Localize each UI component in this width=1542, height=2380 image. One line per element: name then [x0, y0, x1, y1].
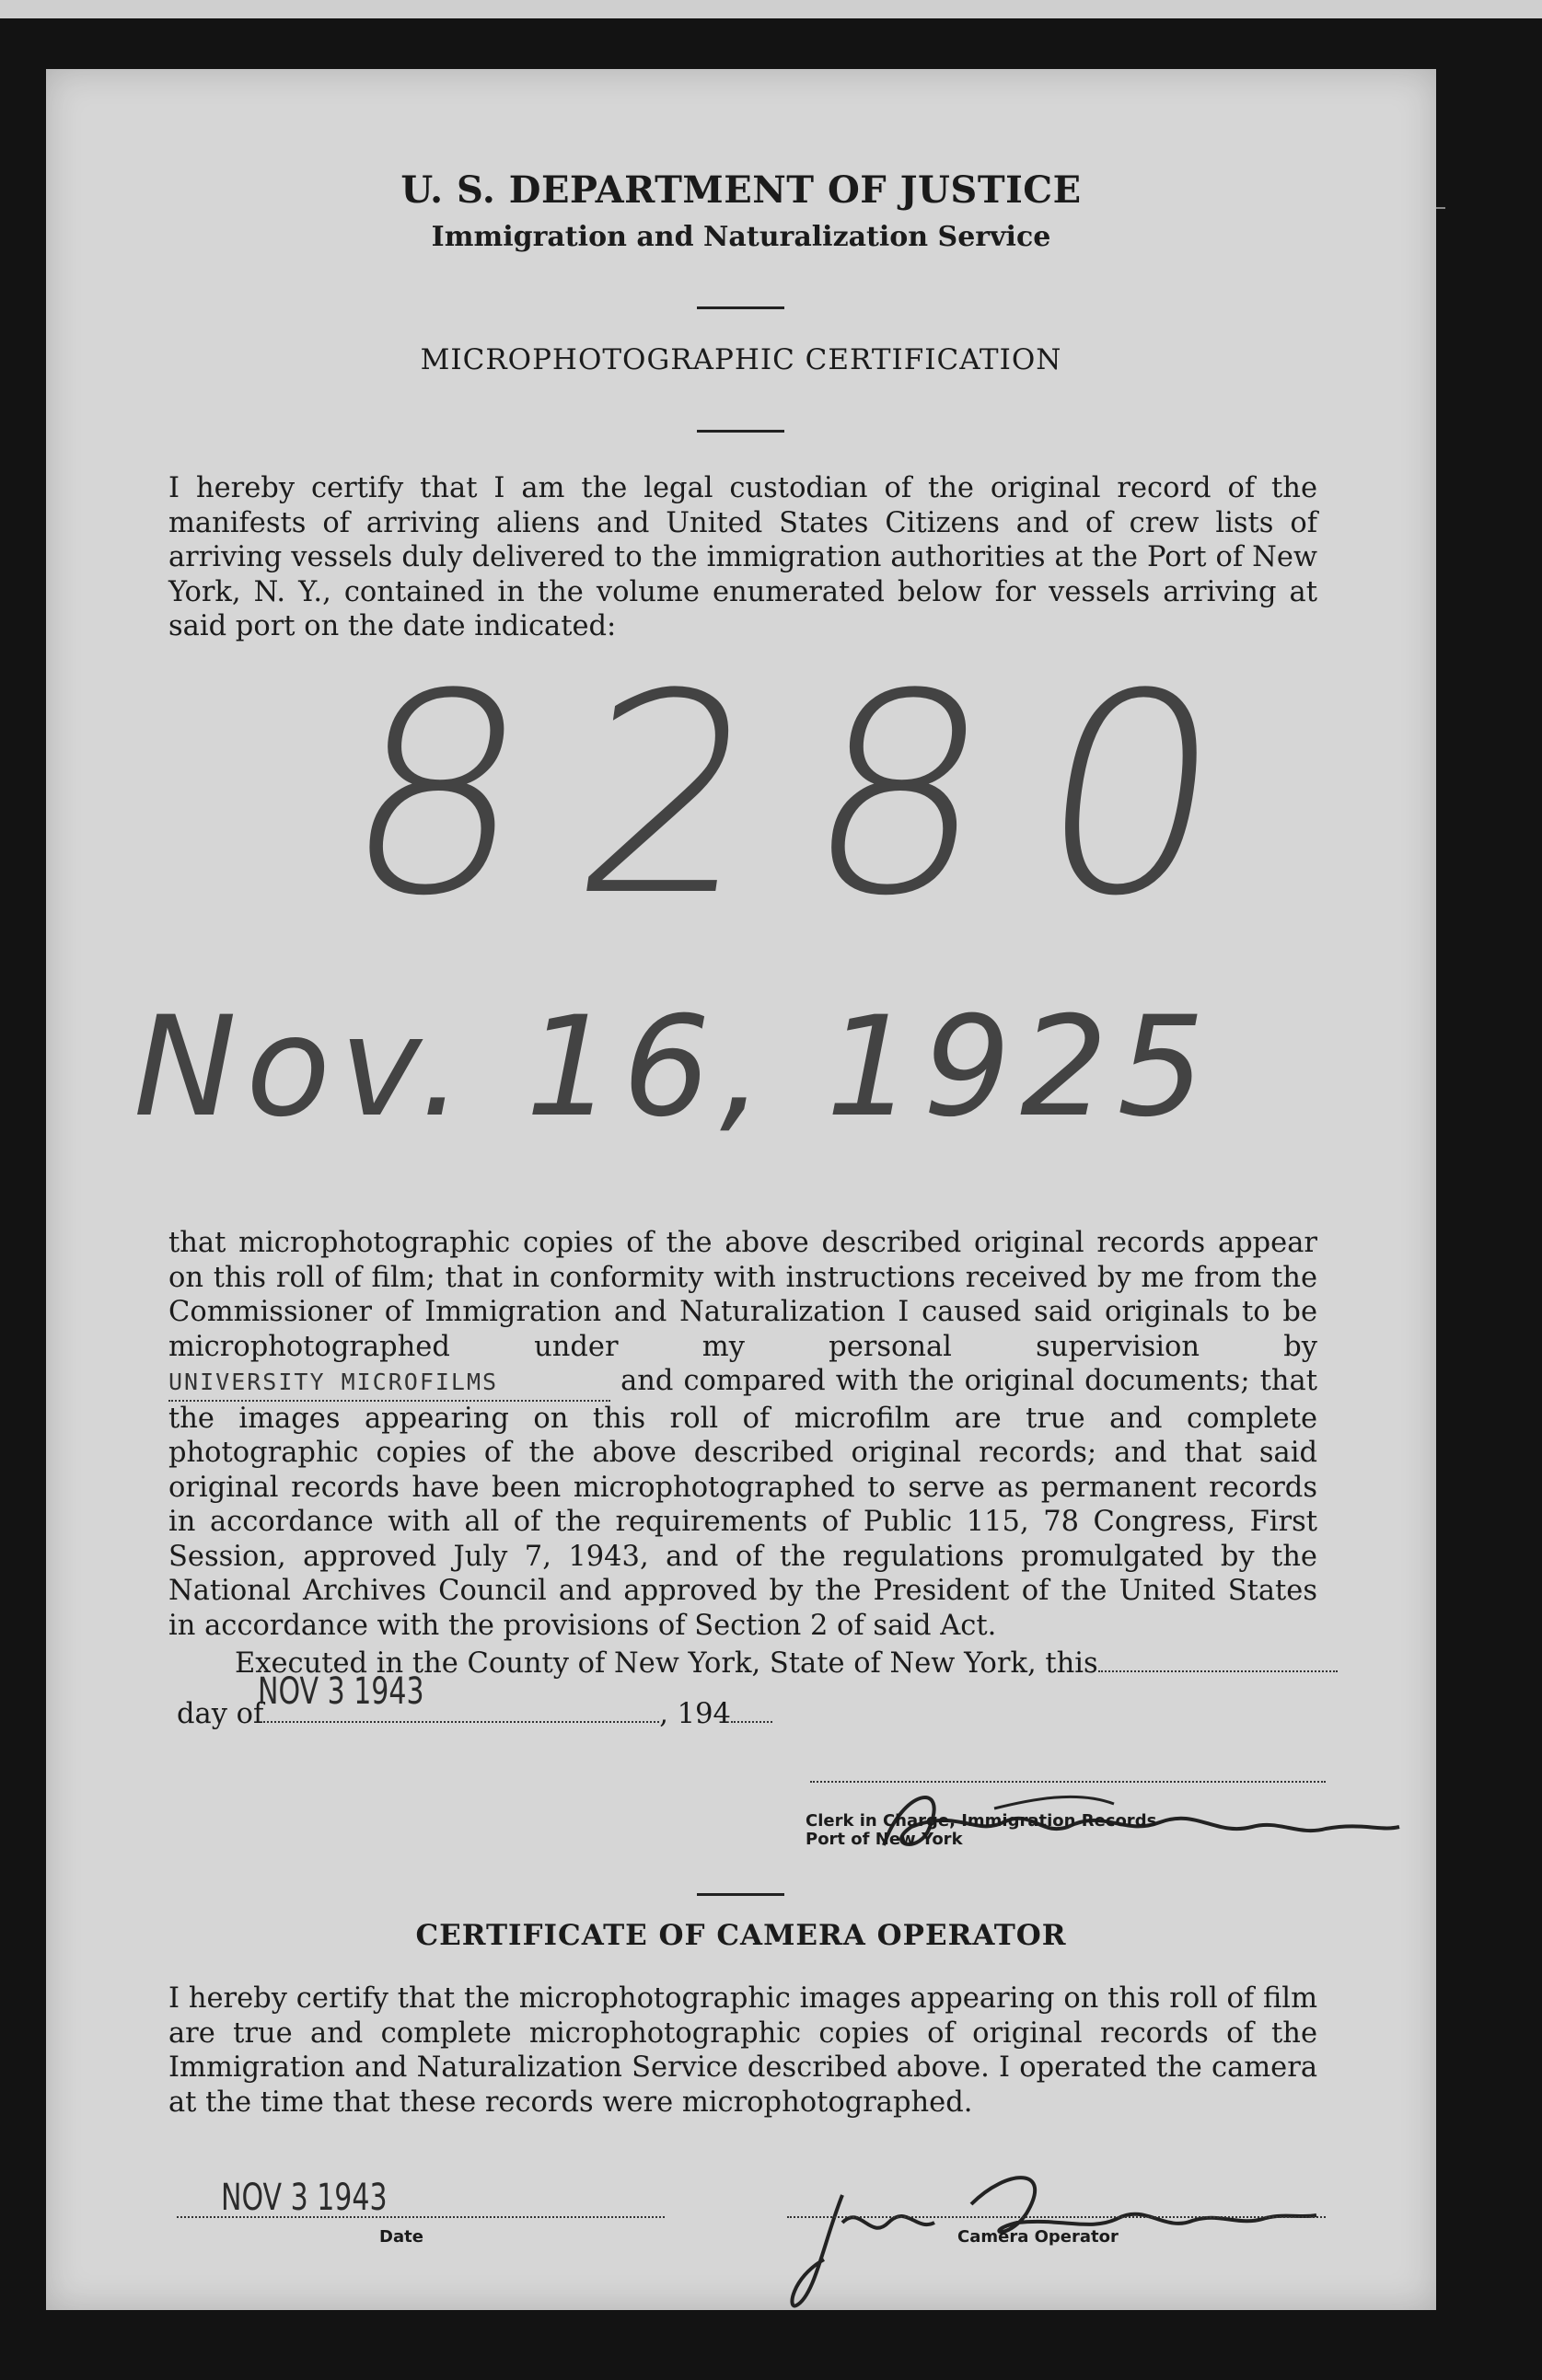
body-start: that microphotographic copies of the above described original records appear on this roll of film; that in conformity with instructions received by me from the Commissioner of Immigration and Naturalization I caused said originals to be microphotographed under my personal supervision by	[168, 1227, 1317, 1363]
body-end: and compared with the original documents; that the images appearing on this roll of microfilm are true and complete photographic copies of the above described original records; and that said original records have been microphotographed to serve as permanent records in accordance with all of the requirements of Public 115, 78 Congress, First Session, approved July 7, 1943, and of the regulations promulgated by the National Archives Council and approved by the President of the United States in accordance with the provisions of Section 2 of said Act.	[168, 1365, 1317, 1642]
executed-text: Executed in the County of New York, State of New York, this	[235, 1647, 1098, 1680]
day-of-stamp: NOV 3 1943	[258, 1670, 424, 1713]
day-of-label: day of	[177, 1698, 264, 1730]
operator-certificate-title: CERTIFICATE OF CAMERA OPERATOR	[415, 1919, 1067, 1952]
operator-certificate-text: I hereby certify that the microphotographic images appearing on this roll of film are true and complete microphotographic copies of original records of the Immigration and Naturalization Service described above. I operated the camera at the time that these records were microphotographed.	[168, 1982, 1317, 2119]
date-label: Date	[379, 2227, 423, 2247]
scan-edge	[0, 0, 1542, 18]
day-of-blank	[263, 1721, 659, 1723]
divider	[697, 430, 784, 433]
service-subheading: Immigration and Naturalization Service	[431, 221, 1051, 253]
operator-signature-line	[787, 2216, 1326, 2218]
date-line	[177, 2216, 665, 2218]
divider	[697, 306, 784, 309]
clerk-signature-line	[810, 1781, 1326, 1783]
divider	[697, 1893, 784, 1896]
supervisor-name: UNIVERSITY MICROFILMS	[168, 1369, 499, 1395]
certification-intro: I hereby certify that I am the legal custodian of the original record of the manifests of arriving aliens and United States Citizens and of crew lists of arriving vessels duly delivered to the immigration authorities at the Port of New York, N. Y., contained in the volume enumerated below for vessels arriving at said port on the date indicated:	[168, 472, 1317, 642]
department-heading: U. S. DEPARTMENT OF JUSTICE	[400, 168, 1082, 212]
handwritten-volume-number: 8280	[327, 635, 1297, 956]
operator-date-stamp: NOV 3 1943	[221, 2177, 388, 2219]
certification-title: MICROPHOTOGRAPHIC CERTIFICATION	[420, 343, 1062, 376]
handwritten-arrival-date: Nov. 16, 1925	[133, 988, 1214, 1148]
year-suffix: , 194	[659, 1698, 731, 1730]
executed-blank	[1098, 1670, 1338, 1672]
operator-label: Camera Operator	[957, 2227, 1119, 2247]
supervisor-field	[168, 1364, 610, 1402]
certification-body	[168, 1226, 1317, 1643]
certification-page	[46, 69, 1436, 2310]
clerk-title: Clerk in Charge, Immigration Records	[806, 1811, 1157, 1831]
year-blank	[731, 1721, 772, 1723]
clerk-port: Port of New York	[806, 1830, 963, 1849]
